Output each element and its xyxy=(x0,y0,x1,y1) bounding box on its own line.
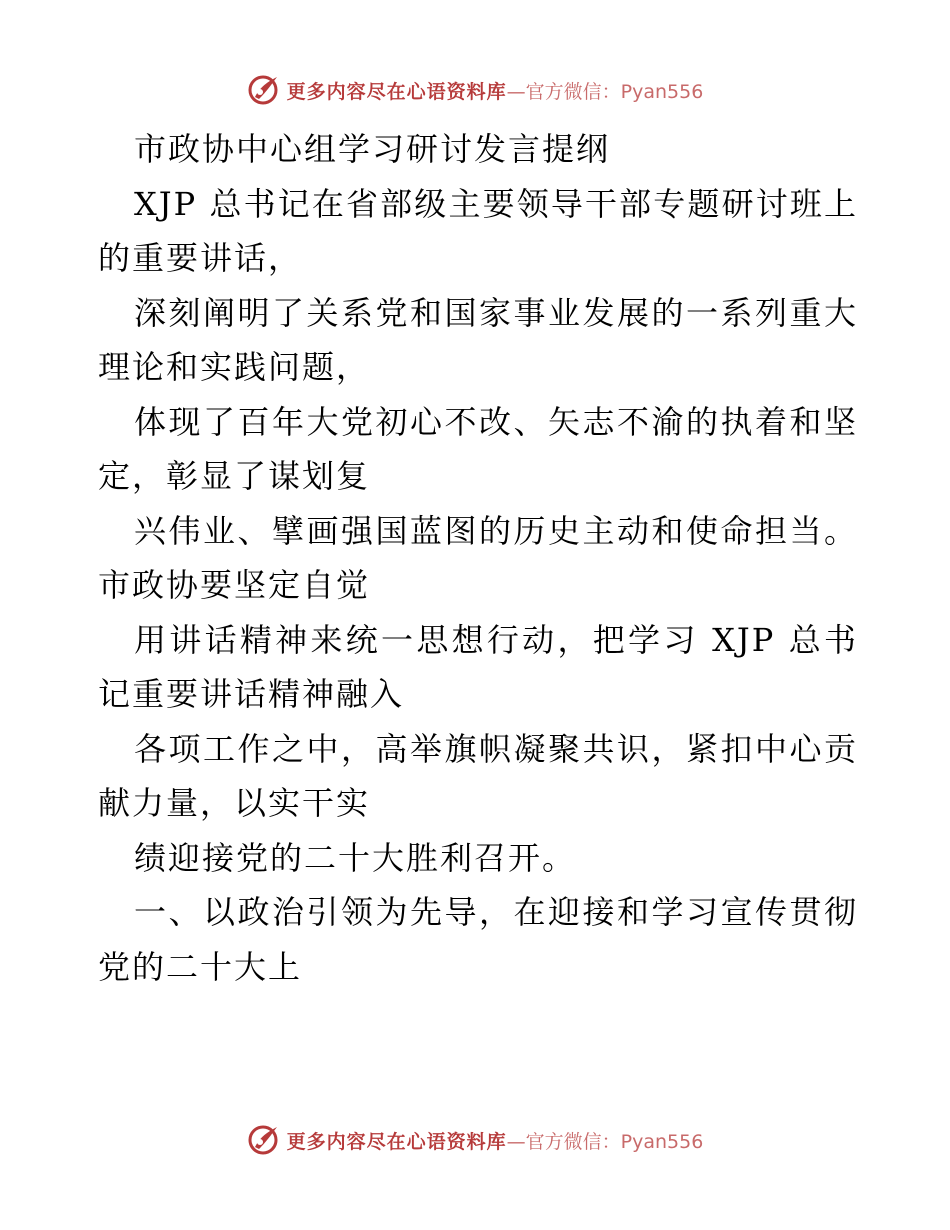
paragraph: 兴伟业、擘画强国蓝图的历史主动和使命担当。市政协要坚定自觉 xyxy=(98,511,858,604)
paragraph: 各项工作之中，高举旗帜凝聚共识，紧扣中心贡献力量，以实干实 xyxy=(98,729,858,822)
paragraph: 用讲话精神来统一思想行动，把学习 XJP 总书记重要讲话精神融入 xyxy=(98,620,858,713)
quill-logo-icon xyxy=(247,1123,281,1157)
footer-contact: —官方微信：Pyan556 xyxy=(506,1130,704,1153)
header-site-name: 更多内容尽在心语资料库 xyxy=(286,80,507,103)
paragraph: 深刻阐明了关系党和国家事业发展的一系列重大理论和实践问题， xyxy=(98,293,858,386)
header-watermark-banner xyxy=(0,70,950,110)
paragraph: 体现了百年大党初心不改、矢志不渝的执着和坚定，彰显了谋划复 xyxy=(98,402,858,495)
paragraph: 绩迎接党的二十大胜利召开。 xyxy=(134,838,577,877)
footer-watermark-banner xyxy=(0,1120,950,1160)
footer-site-name: 更多内容尽在心语资料库 xyxy=(286,1130,507,1153)
document-body xyxy=(98,122,858,994)
header-contact: —官方微信：Pyan556 xyxy=(506,80,704,103)
paragraph-title: 市政协中心组学习研讨发言提纲 xyxy=(134,130,611,168)
quill-logo-icon xyxy=(247,73,281,107)
paragraph: XJP 总书记在省部级主要领导干部专题研讨班上的重要讲话， xyxy=(98,184,858,277)
paragraph-section-heading: 一、以政治引领为先导，在迎接和学习宣传贯彻党的二十大上 xyxy=(98,893,858,986)
